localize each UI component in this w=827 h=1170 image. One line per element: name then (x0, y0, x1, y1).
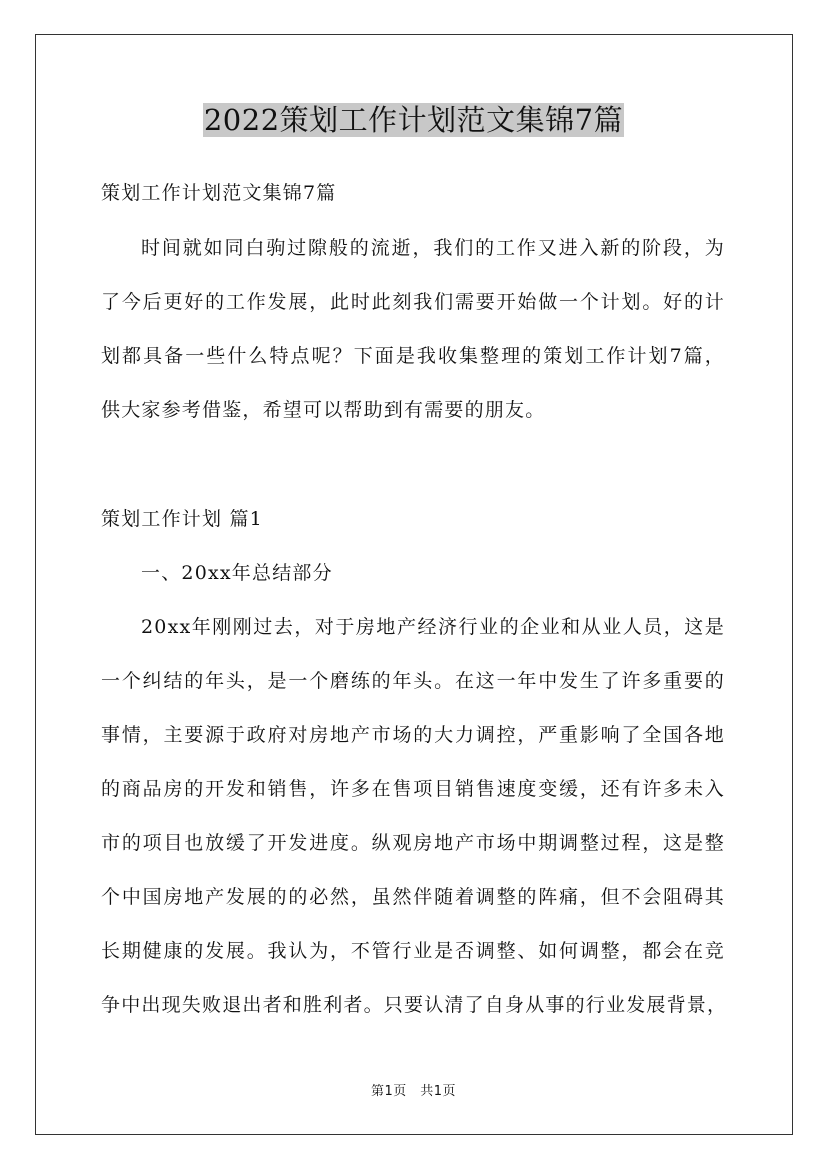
page-number-footer: 第1页 共1页 (370, 1084, 457, 1099)
intro-line-4: 供大家参考借鉴，希望可以帮助到有需要的朋友。 (101, 399, 546, 421)
body-line-4: 的商品房的开发和销售，许多在售项目销售速度变缓，还有许多未入 (101, 778, 725, 800)
body-line-3: 事情，主要源于政府对房地产市场的大力调控，严重影响了全国各地 (101, 724, 725, 746)
body-line-6: 个中国房地产发展的的必然，虽然伴随着调整的阵痛，但不会阻碍其 (101, 886, 725, 908)
subsection-heading: 一、20xx年总结部分 (141, 562, 333, 584)
intro-line-3: 划都具备一些什么特点呢？下面是我收集整理的策划工作计划7篇， (101, 345, 725, 367)
document-subtitle: 策划工作计划范文集锦7篇 (101, 182, 337, 204)
intro-line-2: 了今后更好的工作发展，此时此刻我们需要开始做一个计划。好的计 (101, 291, 725, 313)
intro-line-1: 时间就如同白驹过隙般的流逝，我们的工作又进入新的阶段，为 (141, 237, 725, 259)
body-line-7: 长期健康的发展。我认为，不管行业是否调整、如何调整，都会在竞 (101, 940, 725, 962)
document-title-text: 2022策划工作计划范文集锦7篇 (203, 103, 624, 137)
section-heading: 策划工作计划 篇1 (101, 508, 263, 530)
body-line-8: 争中出现失败退出者和胜利者。只要认清了自身从事的行业发展背景， (101, 994, 728, 1016)
document-title (0, 100, 827, 140)
body-line-5: 市的项目也放缓了开发进度。纵观房地产市场中期调整过程，这是整 (101, 832, 725, 854)
body-line-1: 20xx年刚刚过去，对于房地产经济行业的企业和从业人员，这是 (141, 616, 725, 638)
body-line-2: 一个纠结的年头，是一个磨练的年头。在这一年中发生了许多重要的 (101, 670, 725, 692)
